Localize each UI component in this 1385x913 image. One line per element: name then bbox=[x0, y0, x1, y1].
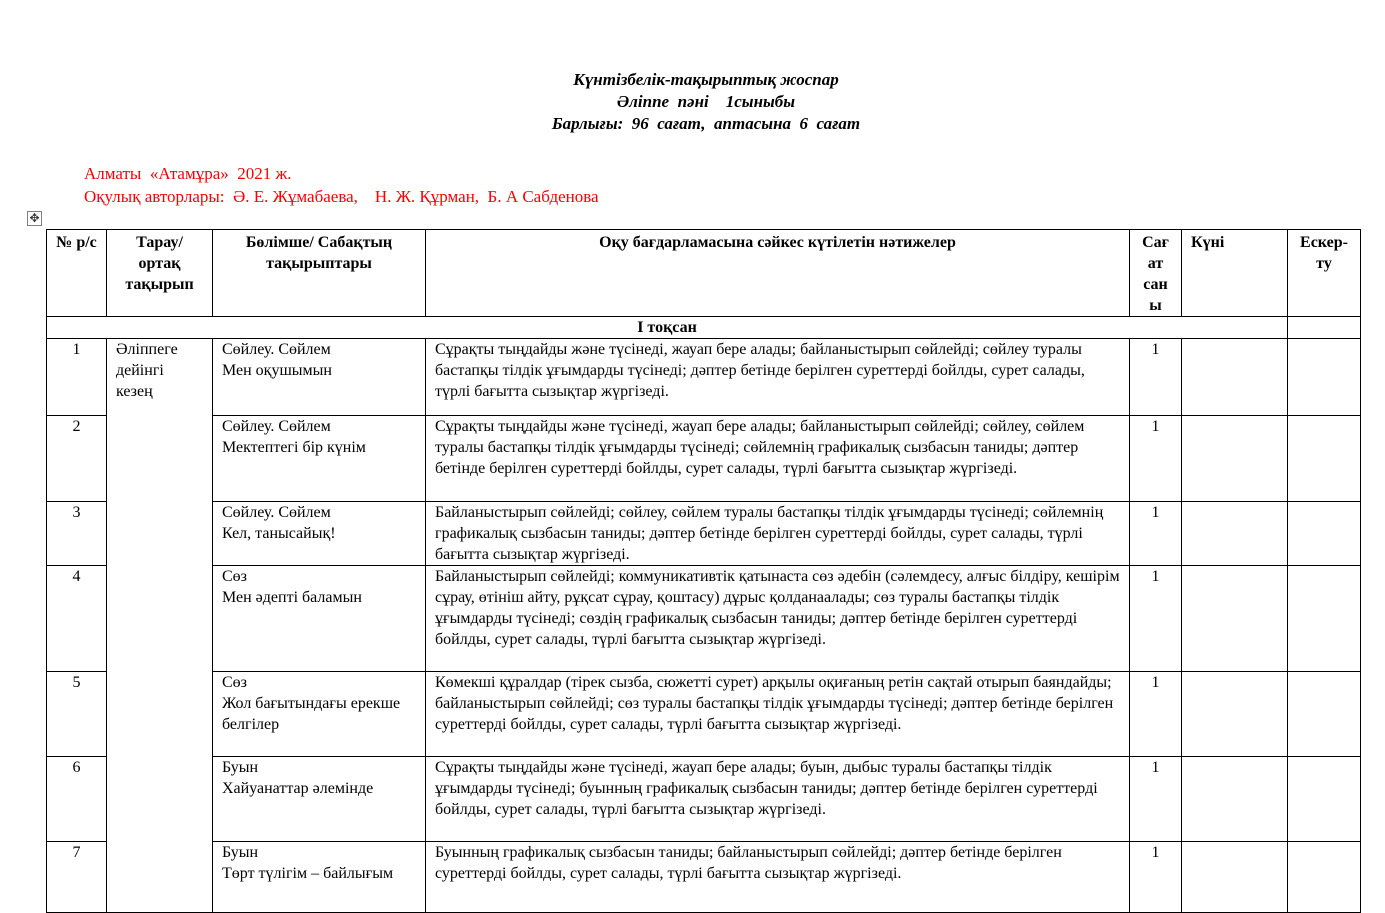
document-total-hours: Барлығы: 96 сағат, аптасына 6 сағат bbox=[551, 114, 861, 133]
row-date bbox=[1182, 757, 1288, 842]
row-note bbox=[1288, 757, 1361, 842]
lesson-title: Жол бағытындағы ерекше белгілер bbox=[222, 695, 401, 733]
row-hours: 1 bbox=[1130, 416, 1182, 502]
row-outcome: Көмекші құралдар (тірек сызба, сюжетті сурет) арқылы оқиғаның ретін сақтай отырып баяндайды; байланыстырып сөйлейді; сөз туралы бастапқы тілдік ұғымдарды түсінеді; дәптер бетінде берілген суреттерді бойлды, сурет салады, түрлі бағытта сызықтар жүргізеді. bbox=[426, 672, 1130, 757]
lesson-title: Хайуанаттар әлемінде bbox=[222, 780, 374, 797]
document-header bbox=[0, 69, 1385, 135]
row-hours: 1 bbox=[1130, 566, 1182, 672]
row-num: 1 bbox=[47, 339, 107, 416]
table-row bbox=[47, 757, 1361, 842]
row-hours: 1 bbox=[1130, 842, 1182, 913]
row-outcome: Байланыстырып сөйлейді; коммуникативтік қатынаста сөз әдебін (сәлемдесу, алғыс білдіру, кешірім сұрау, өтініш айту, рұқсат сұрау, қоштасу) дұрыс қолданаалады; сөз туралы бастапқы тілдік ұғымдарды түсінеді; сөздің графикалық сызбасын таниды; дәптер бетінде берілген суреттерді бойлды, сурет салады, түрлі бағытта сызықтар жүргізеді. bbox=[426, 566, 1130, 672]
row-outcome: Сұрақты тыңдайды және түсінеді, жауап бере алады; байланыстырып сөйлейді; сөйлеу, сөйлем туралы бастапқы тілдік ұғымдарды түсінеді; сөйлемнің графикалық сызбасын таниды; дәптер бетінде берілген суреттерді бойлды, сурет салады, түрлі бағытта сызықтар жүргізеді. bbox=[426, 416, 1130, 502]
row-num: 3 bbox=[47, 502, 107, 566]
row-note bbox=[1288, 566, 1361, 672]
row-outcome: Сұрақты тыңдайды және түсінеді, жауап бере алады; байланыстырып сөйлейді; сөйлеу туралы бастапқы тілдік ұғымдарды түсінеді; дәптер бетінде берілген суреттерді бойлды, сурет салады, түрлі бағытта сызықтар жүргізеді. bbox=[426, 339, 1130, 416]
row-hours: 1 bbox=[1130, 672, 1182, 757]
document-title: Күнтізбелік-тақырыптық жоспар bbox=[573, 70, 839, 89]
row-date bbox=[1182, 339, 1288, 416]
row-section bbox=[213, 502, 426, 566]
table-header-row bbox=[47, 230, 1361, 317]
header-date: Күні bbox=[1182, 230, 1288, 317]
header-num: № р/с bbox=[47, 230, 107, 317]
lesson-type: Сөйлеу. Сөйлем bbox=[222, 341, 331, 358]
table-row bbox=[47, 416, 1361, 502]
row-num: 5 bbox=[47, 672, 107, 757]
table-move-handle-icon[interactable]: ✥ bbox=[27, 211, 42, 226]
row-hours: 1 bbox=[1130, 502, 1182, 566]
row-date bbox=[1182, 566, 1288, 672]
lesson-type: Сөйлеу. Сөйлем bbox=[222, 418, 331, 435]
row-date bbox=[1182, 502, 1288, 566]
lesson-title: Кел, танысайық! bbox=[222, 525, 336, 542]
header-topic: Тарау/ ортақ тақырып bbox=[107, 230, 213, 317]
row-outcome: Сұрақты тыңдайды және түсінеді, жауап бере алады; буын, дыбыс туралы бастапқы тілдік ұғымдарды түсінеді; буынның графикалық сызбасын таниды; дәптер бетінде берілген суреттерді бойлды, сурет салады, түрлі бағытта сызықтар жүргізеді. bbox=[426, 757, 1130, 842]
row-section bbox=[213, 566, 426, 672]
row-topic: Әліппеге дейінгі кезең bbox=[107, 339, 213, 913]
row-hours: 1 bbox=[1130, 339, 1182, 416]
row-num: 7 bbox=[47, 842, 107, 913]
row-note bbox=[1288, 842, 1361, 913]
publisher-line: Алматы «Атамұра» 2021 ж. bbox=[84, 164, 292, 183]
header-note: Ескер-ту bbox=[1288, 230, 1361, 317]
document-subject: Әліппе пәні 1сыныбы bbox=[616, 92, 796, 111]
publication-info bbox=[84, 162, 599, 208]
lesson-type: Сөйлеу. Сөйлем bbox=[222, 504, 331, 521]
row-section bbox=[213, 672, 426, 757]
row-num: 2 bbox=[47, 416, 107, 502]
quarter-label: І тоқсан bbox=[47, 317, 1288, 339]
lesson-title: Мектептегі бір күнім bbox=[222, 439, 366, 456]
lesson-title: Төрт түлігім – байлығым bbox=[222, 865, 394, 882]
lesson-type: Сөз bbox=[222, 674, 247, 691]
row-num: 4 bbox=[47, 566, 107, 672]
lesson-type: Сөз bbox=[222, 568, 247, 585]
authors-line: Оқулық авторлары: Ә. Е. Жұмабаева, Н. Ж. Құрман, Б. А Сабденова bbox=[84, 187, 599, 206]
row-section bbox=[213, 416, 426, 502]
lesson-plan-table bbox=[46, 229, 1361, 913]
row-date bbox=[1182, 842, 1288, 913]
lesson-title: Мен әдепті баламын bbox=[222, 589, 362, 606]
row-num: 6 bbox=[47, 757, 107, 842]
quarter-note-cell bbox=[1288, 317, 1361, 339]
table-row bbox=[47, 672, 1361, 757]
header-hours: Сағ ат сан ы bbox=[1130, 230, 1182, 317]
table-row bbox=[47, 566, 1361, 672]
row-hours: 1 bbox=[1130, 757, 1182, 842]
row-section bbox=[213, 842, 426, 913]
quarter-row bbox=[47, 317, 1361, 339]
lesson-type: Буын bbox=[222, 759, 259, 776]
table-row bbox=[47, 339, 1361, 416]
lesson-type: Буын bbox=[222, 844, 259, 861]
row-note bbox=[1288, 416, 1361, 502]
row-note bbox=[1288, 502, 1361, 566]
header-outcomes: Оқу бағдарламасына сәйкес күтілетін нәтижелер bbox=[426, 230, 1130, 317]
table-row bbox=[47, 502, 1361, 566]
row-section bbox=[213, 339, 426, 416]
row-date bbox=[1182, 416, 1288, 502]
header-section: Бөлімше/ Сабақтың тақырыптары bbox=[213, 230, 426, 317]
row-note bbox=[1288, 339, 1361, 416]
row-date bbox=[1182, 672, 1288, 757]
table-row bbox=[47, 842, 1361, 913]
row-outcome: Буынның графикалық сызбасын таниды; байланыстырып сөйлейді; дәптер бетінде берілген суреттерді бойлды, сурет салады, түрлі бағытта сызықтар жүргізеді. bbox=[426, 842, 1130, 913]
lesson-title: Мен оқушымын bbox=[222, 362, 332, 379]
row-section bbox=[213, 757, 426, 842]
row-outcome: Байланыстырып сөйлейді; сөйлеу, сөйлем туралы бастапқы тілдік ұғымдарды түсінеді; сөйлемнің графикалық сызбасын таниды; дәптер бетінде берілген суреттерді бойлды, сурет салады, түрлі бағытта сызықтар жүргізеді. bbox=[426, 502, 1130, 566]
row-note bbox=[1288, 672, 1361, 757]
